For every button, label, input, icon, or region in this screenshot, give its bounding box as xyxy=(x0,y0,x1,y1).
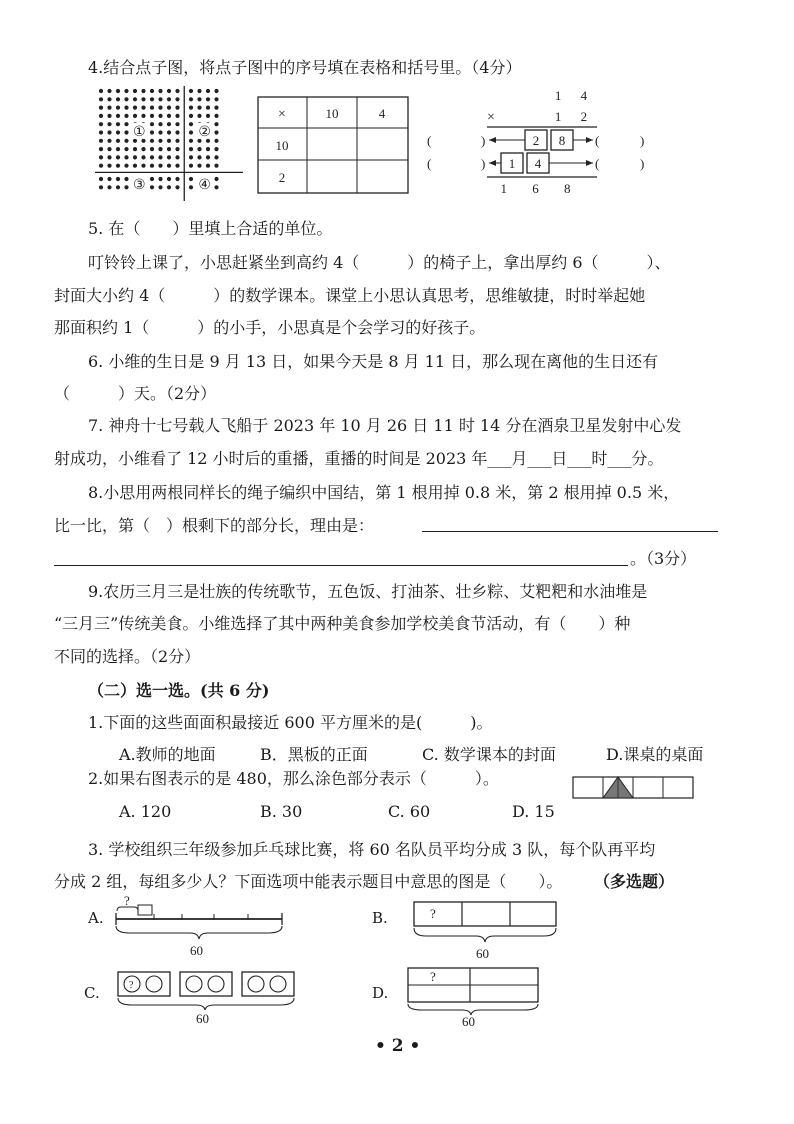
paren-open-1: ( xyxy=(427,133,432,148)
c1-option-d[interactable]: D.课桌的桌面 xyxy=(606,745,704,764)
vertical-box-4: 4 xyxy=(534,156,542,171)
c3-diagram-c[interactable] xyxy=(114,966,304,1026)
c2-option-b[interactable]: B. 30 xyxy=(260,802,303,821)
q5-title: 5. 在（ ）里填上合适的单位。 xyxy=(88,219,333,238)
table-row-header-2: 2 xyxy=(278,170,286,185)
c2-question: 2.如果右图表示的是 480，那么涂色部分表示（ ）。 xyxy=(88,769,499,788)
multiplication-table xyxy=(257,96,409,196)
c3-label-a[interactable]: A. xyxy=(88,909,104,927)
q5-line-2: 封面大小约 4（ ）的数学课本。课堂上小思认真思考，思维敏捷，时时举起她 xyxy=(54,286,646,305)
vertical-top-number: 1 4 xyxy=(554,88,596,103)
table-col-header-1: 10 xyxy=(325,106,339,121)
diagram-c-question-mark: ? xyxy=(129,980,134,991)
c3-diagram-a[interactable] xyxy=(110,893,290,963)
q8-line-1: 8.小思用两根同样长的绳子编织中国结，第 1 根用掉 0.8 米，第 2 根用掉 0.5 米， xyxy=(88,483,680,502)
table-col-header-2: 4 xyxy=(378,106,386,121)
q6-line-1: 6. 小维的生日是 9 月 13 日，如果今天是 8 月 11 日，那么现在离他的生日还有 xyxy=(88,352,659,371)
q5-line-3: 那面积约 1（ ）的小手，小思真是个会学习的好孩子。 xyxy=(54,318,486,337)
region-label-4: ④ xyxy=(198,176,211,193)
dot-array-diagram xyxy=(95,86,245,201)
c3-line-2: 分成 2 组，每组多少人？下面选项中能表示题目中意思的图是（ ）。 xyxy=(54,872,563,891)
region-label-1: ① xyxy=(132,123,146,140)
q7-line-2: 射成功，小维看了 12 小时后的重播，重播的时间是 2023 年___月___日___时___分。 xyxy=(54,449,664,468)
region-label-3: ③ xyxy=(132,176,146,193)
paren-close-2: ) xyxy=(640,133,645,148)
c3-multi-select-tag: （多选题） xyxy=(594,872,675,891)
c3-label-b[interactable]: B. xyxy=(372,909,388,927)
paren-close-3: ) xyxy=(481,156,486,171)
c3-label-c[interactable]: C. xyxy=(84,984,100,1002)
q8-line-2: 比一比，第（ ）根剩下的部分长，理由是： xyxy=(54,516,375,535)
q8-line-3: 。（3分） xyxy=(630,549,697,568)
region-label-2: ② xyxy=(198,123,211,140)
q8-answer-line-1[interactable] xyxy=(422,531,718,532)
vertical-result: 1 6 8 xyxy=(500,181,582,196)
paren-open-3: ( xyxy=(427,156,432,171)
vertical-box-3: 1 xyxy=(508,156,516,171)
c3-line-1: 3. 学校组织三年级参加乒乓球比赛，将 60 名队员平均分成 3 队，每个队再平均 xyxy=(88,840,656,859)
paren-open-4: ( xyxy=(595,156,600,171)
diagram-a-question-mark: ? xyxy=(124,893,130,908)
shaded-bar-diagram xyxy=(572,773,697,801)
c2-option-d[interactable]: D. 15 xyxy=(512,802,555,821)
c2-option-a[interactable]: A. 120 xyxy=(119,802,172,821)
q5-line-1: 叮铃铃上课了，小思赶紧坐到高约 4（ ）的椅子上，拿出厚约 6（ ）、 xyxy=(88,253,671,272)
table-corner: × xyxy=(278,107,286,122)
paren-open-2: ( xyxy=(595,133,600,148)
paren-close-4: ) xyxy=(640,156,645,171)
table-row-header-1: 10 xyxy=(275,138,289,153)
diagram-b-question-mark: ? xyxy=(430,906,436,921)
vertical-second-number: 1 2 xyxy=(554,109,596,124)
vertical-box-1: 2 xyxy=(532,133,540,148)
q7-line-1: 7. 神舟十七号载人飞船于 2023 年 10 月 26 日 11 时 14 分在酒泉卫星发射中心发 xyxy=(88,416,682,435)
page-number: • 2 • xyxy=(375,1036,421,1056)
vertical-multiplication xyxy=(425,86,665,201)
c1-option-a[interactable]: A.教师的地面 xyxy=(119,745,216,764)
q8-answer-line-2[interactable] xyxy=(54,565,628,566)
q4-title: 4.结合点子图，将点子图中的序号填在表格和括号里。（4分） xyxy=(88,58,522,77)
q6-line-2: （ ）天。（2分） xyxy=(54,384,217,403)
vertical-times-sign: × xyxy=(487,110,495,125)
diagram-a-total: 60 xyxy=(190,943,203,958)
vertical-box-2: 8 xyxy=(558,133,566,148)
diagram-b-total: 60 xyxy=(476,946,489,961)
q9-line-2: “三月三”传统美食。小维选择了其中两种美食参加学校美食节活动，有（ ）种 xyxy=(54,614,631,633)
q9-line-1: 9.农历三月三是壮族的传统歌节，五色饭、打油茶、壮乡粽、艾粑粑和水油堆是 xyxy=(88,582,648,601)
c1-question: 1.下面的这些面面积最接近 600 平方厘米的是( )。 xyxy=(88,713,493,732)
diagram-d-question-mark: ? xyxy=(430,969,436,984)
c3-diagram-b[interactable] xyxy=(410,896,570,966)
c3-diagram-d[interactable] xyxy=(404,966,544,1028)
section-2-title: （二）选一选。(共 6 分) xyxy=(88,681,270,700)
diagram-d-total: 60 xyxy=(462,1014,475,1028)
q9-line-3: 不同的选择。（2分） xyxy=(54,647,201,666)
c3-label-d[interactable]: D. xyxy=(372,984,389,1002)
diagram-c-total: 60 xyxy=(196,1011,209,1026)
paren-close-1: ) xyxy=(481,133,486,148)
c1-option-c[interactable]: C. 数学课本的封面 xyxy=(422,745,556,764)
c2-option-c[interactable]: C. 60 xyxy=(388,802,431,821)
c1-option-b[interactable]: B．黑板的正面 xyxy=(260,745,368,764)
